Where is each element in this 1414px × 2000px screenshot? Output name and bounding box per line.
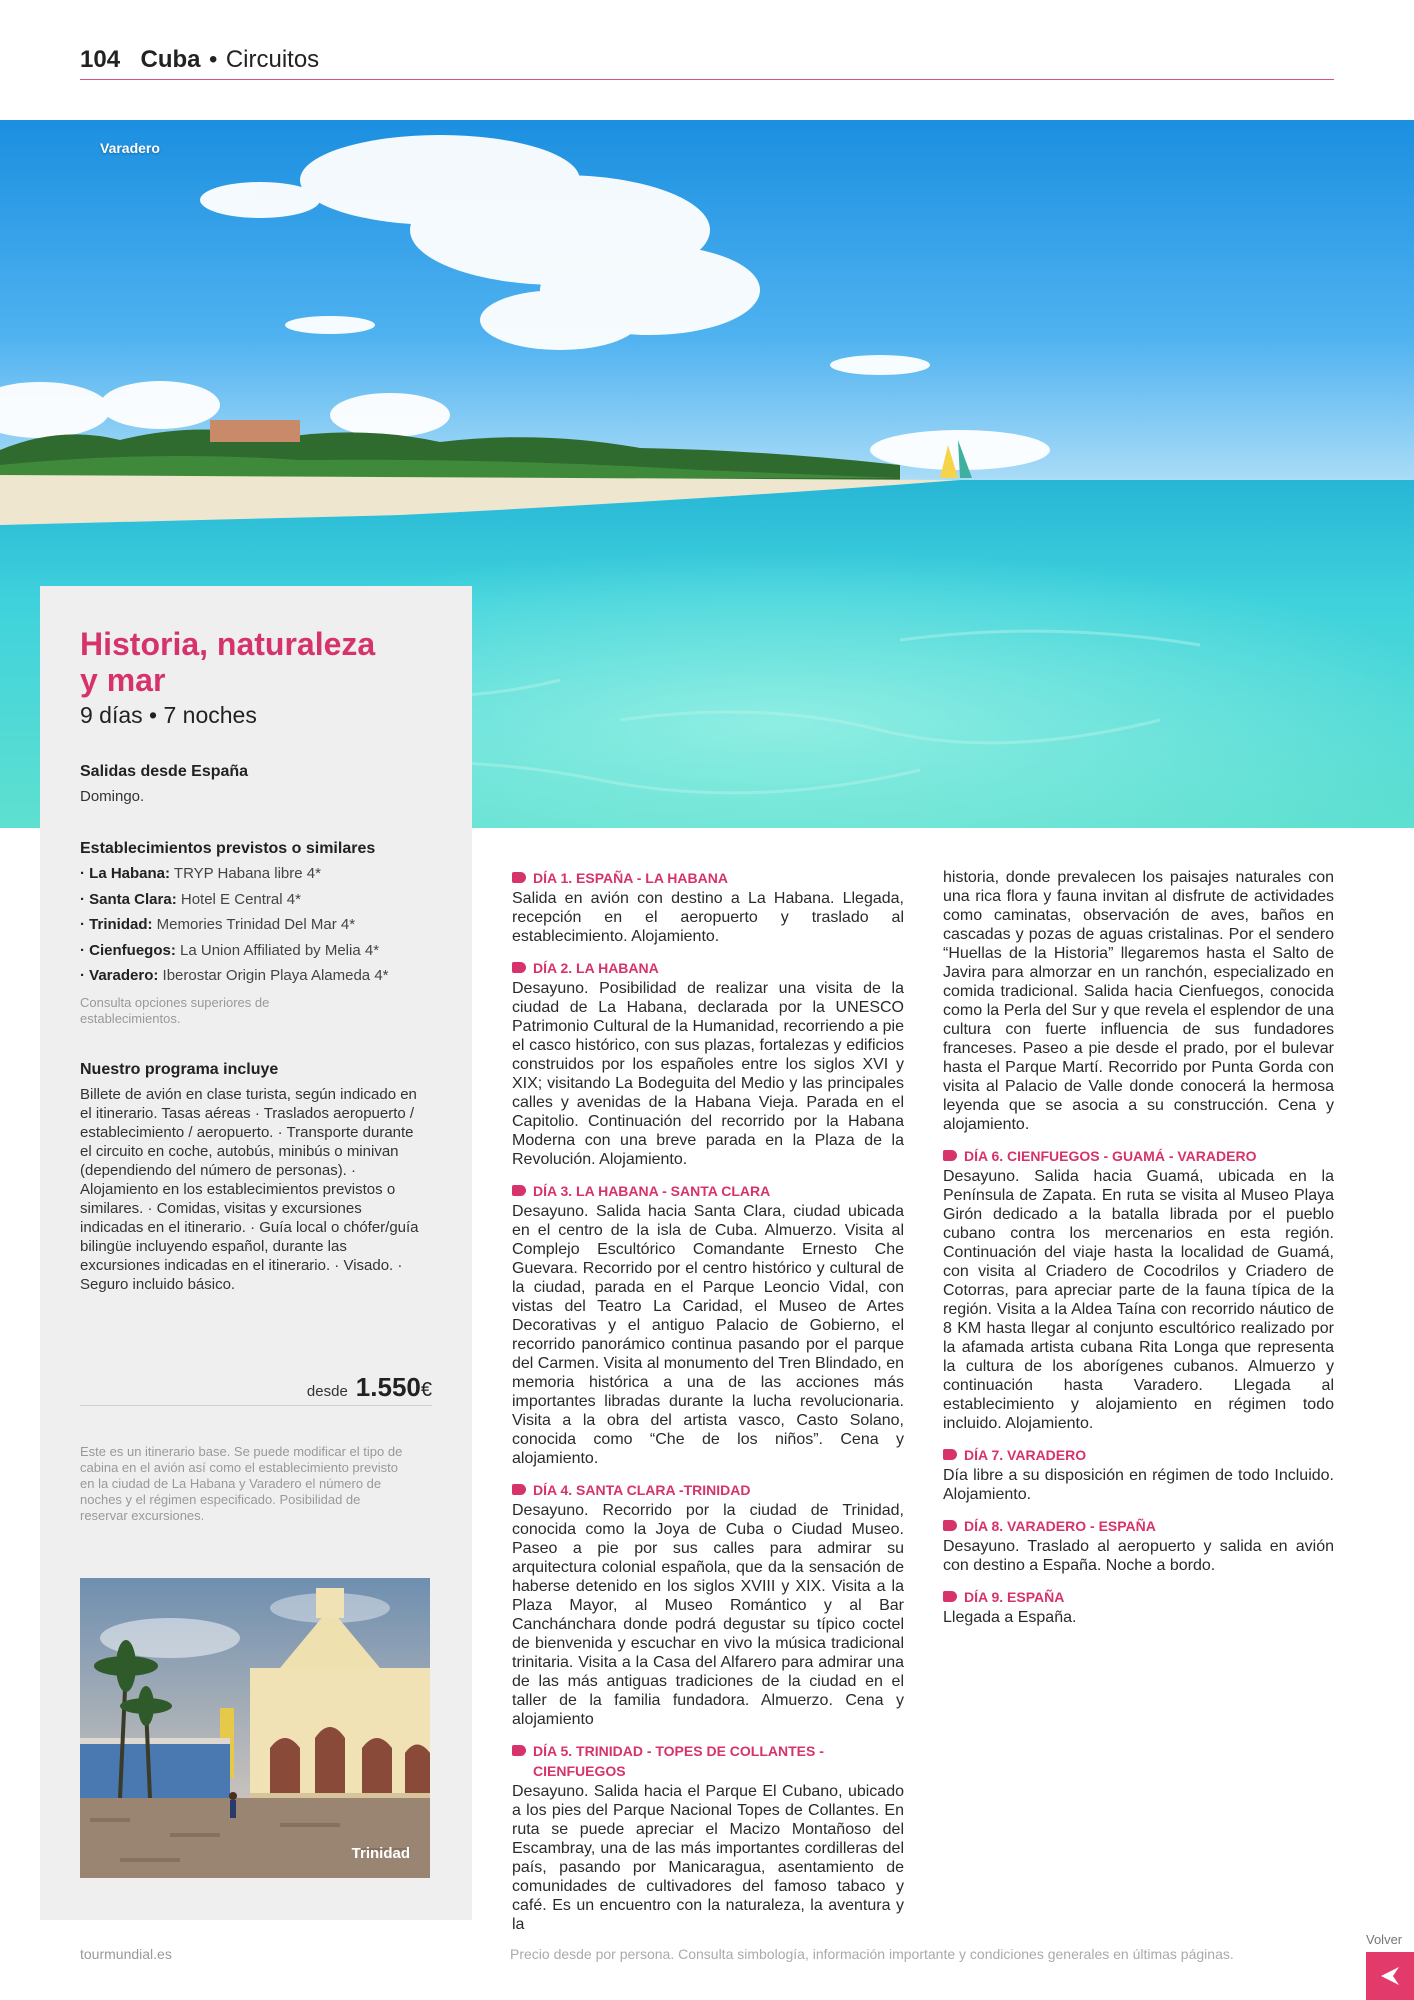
header-separator: • [208, 46, 218, 73]
itinerary-day [943, 1587, 1334, 1627]
hero-caption: Varadero [100, 140, 160, 156]
itinerary-day [943, 1445, 1334, 1504]
day-text: Desayuno. Salida hacia Santa Clara, ciudad ubicada en el centro de la isla de Cuba. Almuerzo. Visita al Complejo Escultórico Comandante Ernesto Che Guevara. Recorrido por el centro histórico y cultural de la ciudad, parada en el Parque Leoncio Vidal, con vistas del Teatro La Caridad, el Museo de Artes Decorativas y el antiguo Palacio de Gobierno, el recorrido panorámico continua pasando por el parque del Carmen. Visita al monumento del Tren Blindado, en memoria histórica a una de las acciones más importantes libradas durante la lucha revolucionaria. Visita a la obra del artista vasco, Casto Solano, conocida como “Che de los niños”. Cena y alojamiento. [512, 1203, 904, 1467]
itinerary-column-2 [943, 868, 1334, 1639]
day-heading [943, 1587, 1334, 1607]
day-heading-text: DÍA 3. LA HABANA - SANTA CLARA [533, 1183, 771, 1199]
day-heading [943, 1516, 1334, 1536]
includes-text: Billete de avión en clase turista, según indicado en el itinerario. Tasas aéreas · Traslados aeropuerto / establecimiento / aeropuerto. · Transporte durante el circuito en coche, autobús, minibús o minivan (dependiendo del número de personas). · Alojamiento en los establecimientos previstos o similares. · Comidas, visitas y excursiones indicadas en el itinerario. · Guía local o chófer/guía bilingüe incluyendo español, durante las excursiones indicadas en el itinerario. · Visado. · Seguro incluido básico. [80, 1085, 419, 1293]
trip-title-line2: y mar [80, 662, 166, 698]
day-heading [512, 958, 904, 978]
hotels-heading: Establecimientos previstos o similares [80, 840, 376, 857]
back-label: Volver [1366, 1932, 1403, 1947]
departures-heading: Salidas desde España [80, 763, 249, 780]
day-heading-text: DÍA 9. ESPAÑA [964, 1589, 1065, 1605]
hotels-note: Consulta opciones superiores de establecimientos. [80, 994, 270, 1026]
day-text: Desayuno. Traslado al aeropuerto y salida en avión con destino a España. Noche a bordo. [943, 1538, 1334, 1574]
day-heading [512, 868, 904, 888]
day-text-continued: historia, donde prevalecen los paisajes naturales con una rica flora y fauna invitan al disfrute de actividades como caminatas, observación de aves, baños en cascadas y pozas de aguas cristalinas. Por el sendero “Huellas de la Historia” llegaremos hasta el Salto de Javira para almorzar en un ranchón, especializado en comida tradicional. Salida hacia Cienfuegos, conocida como la Perla del Sur y que revela el esplendor de una cultura con fuerte influencia de sus fundadores franceses. Paseo a pie desde el prado, por el bulevar hasta el Parque Martí. Recorrido por Punta Gorda con visita al Palacio de Valle donde conocerá la hermosa leyenda que se asocia a su construcción. Cena y alojamiento. [943, 869, 1334, 1133]
includes-heading: Nuestro programa incluye [80, 1060, 279, 1078]
hotel-name: La Union Affiliated by Melia 4* [180, 941, 380, 959]
list-item [80, 887, 432, 913]
day-text: Día libre a su disposición en régimen de todo Incluido. Alojamiento. [943, 1467, 1334, 1503]
price-currency: € [420, 1379, 432, 1401]
footer-disclaimer: Precio desde por persona. Consulta simbología, información importante y condiciones generales en últimas páginas. [510, 1946, 1234, 1962]
back-button[interactable] [1366, 1952, 1414, 2000]
day-text: Desayuno. Salida hacia el Parque El Cubano, ubicado a los pies del Parque Nacional Topes de Collantes. En ruta se puede apreciar el Macizo Montañoso del Escambray, una de las más importantes cordilleras del país, pasando por Manicaragua, asentamiento de comunidades de cultivadores del famoso tabaco y café. Es un encuentro con la naturaleza, la aventura y la [512, 1783, 904, 1933]
hotel-city: · Trinidad: [80, 916, 153, 933]
photo-caption: Trinidad [351, 1845, 410, 1862]
page-header [80, 46, 1334, 80]
day-text: Salida en avión con destino a La Habana. Llegada, recepción en el aeropuerto y traslado al establecimiento. Alojamiento. [512, 890, 904, 945]
footer-site[interactable]: tourmundial.es [80, 1946, 172, 1962]
itinerary-day [512, 1181, 904, 1468]
day-tag-icon [512, 1745, 526, 1756]
day-heading-text: DÍA 5. TRINIDAD - TOPES DE COLLANTES - CIENFUEGOS [533, 1743, 824, 1779]
itinerary-day [512, 958, 904, 1169]
hotel-name: Iberostar Origin Playa Alameda 4* [162, 967, 389, 984]
day-tag-icon [943, 1591, 957, 1602]
departures-text: Domingo. [80, 788, 145, 805]
day-heading-text: DÍA 8. VARADERO - ESPAÑA [964, 1518, 1156, 1534]
itinerary-base-note: Este es un itinerario base. Se puede modificar el tipo de cabina en el avión así como el establecimiento previsto en la ciudad de La Habana y Varadero el número de noches y el régimen especificado. Posibilidad de reservar excursiones. [80, 1444, 403, 1523]
itinerary-day [512, 1480, 904, 1729]
day-text: Desayuno. Salida hacia Guamá, ubicada en la Península de Zapata. En ruta se visita al Museo Playa Girón dedicado a la batalla librada por el pueblo cubano contra los mercenarios en esta región. Continuación del viaje hasta la localidad de Guamá, con visita al Criadero de Cocodrilos y Criadero de Cotorras, para apreciar parte de la fauna típica de la región. Visita a la Aldea Taína con recorrido náutico de 8 KM hasta llegar al conjunto escultórico realizado por la afamada artista cubana Rita Longa que representa la cultura de los aborígenes cubanos. Almuerzo y continuación hasta Varadero. Llegada al establecimiento y alojamiento en régimen todo incluido. Alojamiento. [943, 1168, 1334, 1432]
itinerary-column-1 [512, 868, 904, 1946]
hotel-name: Hotel E Central 4* [180, 890, 301, 908]
trinidad-photo [80, 1578, 430, 1878]
hotel-list [80, 861, 432, 989]
hotel-city: · Cienfuegos: [80, 941, 176, 959]
itinerary-day [943, 1146, 1334, 1433]
price-amount: 1.550 [355, 1372, 421, 1402]
trip-duration: 9 días • 7 noches [80, 702, 257, 728]
day-heading [512, 1480, 904, 1500]
day-heading-text: DÍA 4. SANTA CLARA -TRINIDAD [533, 1482, 751, 1498]
trip-title-line1: Historia, naturaleza [80, 626, 376, 662]
page-number: 104 [80, 46, 121, 73]
day-text: Llegada a España. [943, 1609, 1077, 1626]
day-heading-text: DÍA 7. VARADERO [964, 1447, 1087, 1463]
day-tag-icon [512, 872, 526, 883]
itinerary-day [512, 1741, 904, 1934]
hotel-city: · Varadero: [80, 967, 159, 984]
trip-title [80, 626, 432, 698]
day-heading [943, 1146, 1334, 1166]
price-row [80, 1372, 432, 1406]
day-heading [512, 1741, 904, 1781]
itinerary-day [512, 868, 904, 946]
list-item [80, 938, 432, 964]
church-illustration [80, 1578, 430, 1878]
day-heading-text: DÍA 2. LA HABANA [533, 960, 659, 976]
day-tag-icon [943, 1150, 957, 1161]
itinerary-day [943, 1516, 1334, 1575]
section-title: Circuitos [225, 46, 320, 73]
day-text: Desayuno. Recorrido por la ciudad de Trinidad, conocida como la Joya de Cuba o Ciudad Museo. Paseo a pie por sus calles para admirar su arquitectura colonial española, que da la sensación de haberse detenido en los siglos XVIII y XIX. Visita a la Plaza Mayor, al Museo Romántico y al Bar Canchánchara donde podrá degustar su típico coctel de bienvenida y escuchar en vivo la música tradicional trinitaria. Visita a la Casa del Alfarero para admirar una de las más antiguas tradiciones de la ciudad en el taller de la familia fundadora. Almuerzo. Cena y alojamiento [512, 1502, 904, 1728]
list-item [80, 861, 432, 887]
day-heading [943, 1445, 1334, 1465]
list-item [80, 912, 432, 938]
hotel-city: · Santa Clara: [80, 890, 177, 908]
day-heading [512, 1181, 904, 1201]
day-heading-text: DÍA 1. ESPAÑA - LA HABANA [533, 870, 728, 886]
day-tag-icon [512, 1484, 526, 1495]
list-item [80, 963, 432, 989]
back-arrow-icon [1379, 1965, 1401, 1987]
day-tag-icon [512, 1185, 526, 1196]
destination-title: Cuba [140, 46, 201, 73]
hotel-name: TRYP Habana libre 4* [173, 865, 321, 882]
day-text: Desayuno. Posibilidad de realizar una visita de la ciudad de La Habana, declarada por la UNESCO Patrimonio Cultural de la Humanidad, recorriendo a pie el casco histórico, con sus plazas, fortalezas y edificios construidos por los españoles entre los siglos XVI y XIX; visitando La Bodeguita del Medio y las principales calles y avenidas de la Habana Vieja. Parada en el Capitolio. Continuación del recorrido por la Habana Moderna con una breve parada en la Plaza de la Revolución. Alojamiento. [512, 980, 904, 1168]
hotel-name: Memories Trinidad Del Mar 4* [156, 916, 356, 933]
day-tag-icon [512, 962, 526, 973]
hotel-city: · La Habana: [80, 865, 171, 882]
day-tag-icon [943, 1449, 957, 1460]
day-tag-icon [943, 1520, 957, 1531]
day-heading-text: DÍA 6. CIENFUEGOS - GUAMÁ - VARADERO [964, 1148, 1257, 1164]
price-prefix: desde [306, 1383, 348, 1400]
